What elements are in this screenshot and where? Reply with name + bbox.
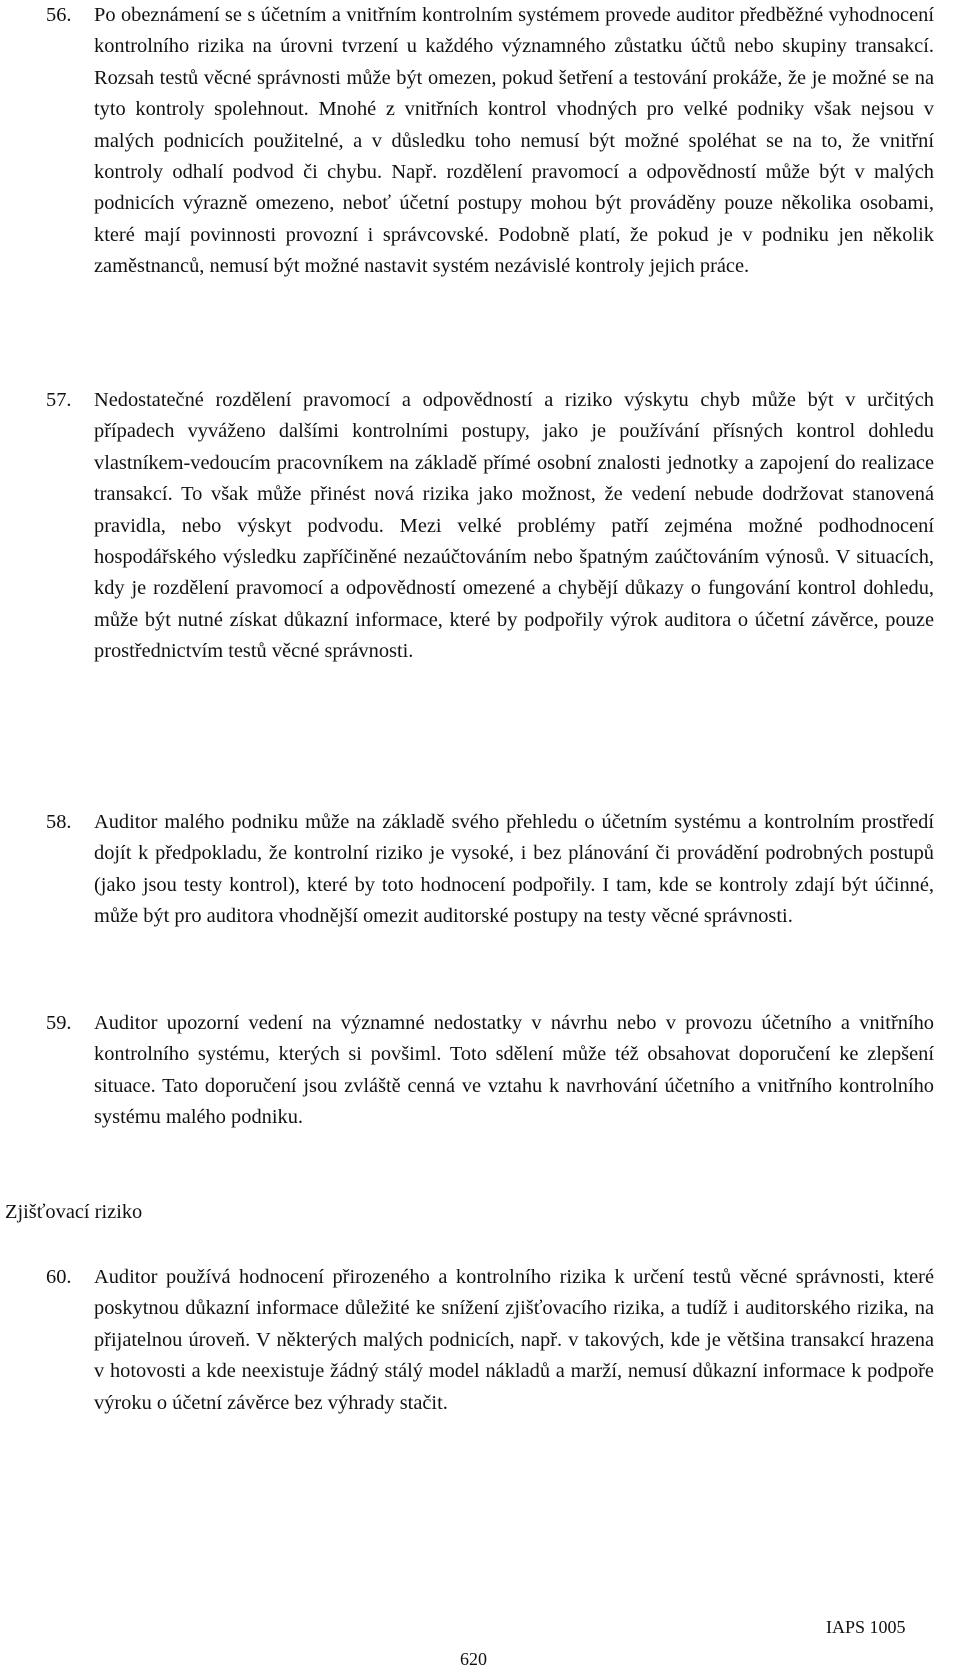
paragraph-number: 59. [46,1012,72,1034]
page-number: 620 [460,1649,487,1669]
paragraph-text: Auditor upozorní vedení na významné nedostatky v návrhu nebo v provozu účetního a vnitřního kontrolního systému, kterých si povšiml. Toto sdělení může též obsahovat doporučení ke zlepšení situace. Tato doporučení jsou zvláště cenná ve vztahu k navrhování účetního a vnitřního kontrolního systému malého podniku. [94,1012,934,1129]
paragraph-text: Auditor malého podniku může na základě svého přehledu o účetním systému a kontrolním prostředí dojít k předpokladu, že kontrolní riziko je vysoké, i bez plánování či provádění podrobných postupů (jako jsou testy kontrol), které by toto hodnocení podpořily. I tam, kde se kontroly zdají být účinné, může být pro auditora vhodnější omezit auditorské postupy na testy věcné správnosti. [94,811,934,928]
paragraph-57 [46,385,934,668]
section-heading: Zjišťovací riziko [5,1201,143,1223]
paragraph-number: 58. [46,811,72,833]
document-code: IAPS 1005 [826,1617,906,1637]
paragraph-58 [46,807,934,933]
paragraph-number: 60. [46,1266,72,1288]
paragraph-number: 56. [46,4,72,26]
paragraph-60 [46,1262,934,1419]
paragraph-number: 57. [46,389,72,411]
paragraph-text: Auditor používá hodnocení přirozeného a kontrolního rizika k určení testů věcné správnosti, které poskytnou důkazní informace důležité ke snížení zjišťovacího rizika, a tudíž i auditorského rizika, na přijatelnou úroveň. V některých malých podnicích, např. v takových, kde je většina transakcí hrazena v hotovosti a kde neexistuje žádný stálý model nákladů a marží, nemusí důkazní informace k podpoře výroku o účetní závěrce bez výhrady stačit. [94,1266,934,1414]
paragraph-text: Po obeznámení se s účetním a vnitřním kontrolním systémem provede auditor předběžné vyhodnocení kontrolního rizika na úrovni tvrzení u každého významného zůstatku účtů nebo skupiny transakcí. Rozsah testů věcné správnosti může být omezen, pokud šetření a testování prokáže, že je možné se na tyto kontroly spolehnout. Mnohé z vnitřních kontrol vhodných pro velké podniky však nejsou v malých podnicích použitelné, a v důsledku toho nemusí být možné spoléhat se na to, že vnitřní kontroly odhalí podvod či chybu. Např. rozdělení pravomocí a odpovědností může být v malých podnicích výrazně omezeno, neboť účetní postupy mohou být prováděny pouze několika osobami, které mají povinnosti provozní i správcovské. Podobně platí, že pokud je v podniku jen několik zaměstnanců, nemusí být možné nastavit systém nezávislé kontroly jejich práce. [94,4,934,278]
paragraph-59 [46,1008,934,1134]
paragraph-56 [46,0,934,283]
paragraph-text: Nedostatečné rozdělení pravomocí a odpovědností a riziko výskytu chyb může být v určitých případech vyváženo dalšími kontrolními postupy, jako je používání přísných kontrol dohledu vlastníkem-vedoucím pracovníkem na základě přímé osobní znalosti jednotky a zapojení do realizace transakcí. To však může přinést nová rizika jako možnost, že vedení nebude dodržovat stanovená pravidla, nebo výskyt podvodu. Mezi velké problémy patří zejména možné podhodnocení hospodářského výsledku zapříčiněné nezaúčtováním nebo špatným zaúčtováním výnosů. V situacích, kdy je rozdělení pravomocí a odpovědností omezené a chybějí důkazy o fungování kontrol dohledu, může být nutné získat důkazní informace, které by podpořily výrok auditora o účetní závěrce, pouze prostřednictvím testů věcné správnosti. [94,389,934,663]
